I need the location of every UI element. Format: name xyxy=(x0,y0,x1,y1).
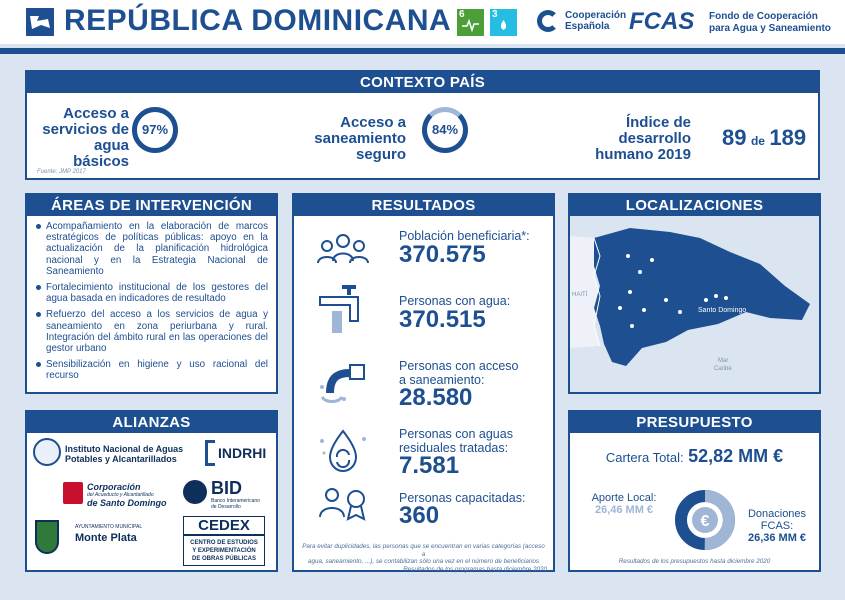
bid-sub-2: de Desarrollo xyxy=(211,504,241,510)
resultados-note xyxy=(300,543,547,573)
corporacion-name xyxy=(87,482,167,508)
idh-label-3: humano 2019 xyxy=(595,146,691,163)
idh-label xyxy=(583,115,691,163)
idh-rank-value: 89 xyxy=(722,125,747,150)
header-badge-icon xyxy=(26,8,54,36)
ods3-badge xyxy=(490,9,517,36)
agua-label-3: agua básicos xyxy=(73,137,129,170)
contexto-source: Fuente: JMP 2017 xyxy=(37,169,86,175)
idh-total: 189 xyxy=(769,125,807,150)
agua-label-2: servicios de xyxy=(42,121,129,138)
san-label-3: seguro xyxy=(355,146,406,163)
areas-list xyxy=(35,221,268,387)
localizaciones-panel xyxy=(568,193,821,394)
donaciones-label-2: FCAS: xyxy=(760,520,794,532)
agua-label-1: Acceso a xyxy=(63,105,129,122)
inapa-line-2: Potables y Alcantarillados xyxy=(65,454,177,464)
coop-line-2: Española xyxy=(565,21,610,32)
sewage-pipe-icon xyxy=(314,359,372,407)
header xyxy=(0,0,845,44)
presupuesto-note: Resultados de los presupuestos hasta diciembre 2020 xyxy=(618,558,771,565)
donaciones-label-1: Donaciones xyxy=(747,508,807,520)
water-tap-icon xyxy=(314,281,372,337)
indrhi-name: INDRHI xyxy=(218,445,267,461)
residuales-label xyxy=(399,427,513,455)
bid-name: BID xyxy=(211,478,242,498)
inapa-name xyxy=(65,444,183,464)
map-mar-label: Mar xyxy=(718,358,729,364)
water-drop-icon xyxy=(490,9,517,36)
resultados-note-1: Para evitar duplicidades, las personas que se encuentran en varias categorías (acceso a xyxy=(302,543,545,558)
ods6-badge xyxy=(457,9,484,36)
alianzas-title: ALIANZAS xyxy=(27,412,276,433)
alianzas-panel xyxy=(25,410,278,572)
water-recycle-icon xyxy=(314,427,372,475)
residuales-value: 7.581 xyxy=(399,452,460,479)
cedex-line-2: Y EXPERIMENTACIÓN xyxy=(192,548,256,554)
bid-mark-icon xyxy=(183,480,207,504)
aporte-local xyxy=(574,492,674,516)
localizaciones-title: LOCALIZACIONES xyxy=(570,195,819,216)
ods6-number: 6 xyxy=(459,9,465,20)
monte-plata-shield-icon xyxy=(35,520,59,554)
monte-plata-sub: AYUNTAMIENTO MUNICIPAL xyxy=(75,524,143,530)
san-label-1: Acceso a xyxy=(340,114,406,131)
areas-item-4: Sensibilización en higiene y uso racional del recurso xyxy=(35,359,268,381)
bid-subtitle xyxy=(211,498,260,510)
budget-donut xyxy=(674,489,736,551)
map-santo-domingo-label: Santo Domingo xyxy=(698,307,747,314)
cartera-value: 52,82 MM € xyxy=(688,446,784,466)
aporte-local-label: Aporte Local: xyxy=(591,492,657,504)
resultados-title: RESULTADOS xyxy=(294,195,553,216)
saneamiento-ring xyxy=(422,107,468,153)
capacitadas-label: Personas capacitadas: xyxy=(399,491,526,505)
bid-sub-1: Banco Interamericano xyxy=(211,498,260,504)
agua-value: 97% xyxy=(141,122,169,137)
contexto-panel xyxy=(25,70,820,180)
idh-label-2: desarrollo xyxy=(618,130,691,147)
page-title: REPÚBLICA DOMINICANA xyxy=(64,4,452,37)
presupuesto-panel xyxy=(568,410,821,572)
corporacion-seal-icon xyxy=(63,482,83,504)
contexto-title: CONTEXTO PAÍS xyxy=(27,72,818,93)
saneamiento-label xyxy=(399,359,519,387)
san-label-2: saneamiento xyxy=(314,130,406,147)
residuales-label-1: Personas con aguas xyxy=(399,427,513,441)
areas-title: ÁREAS DE INTERVENCIÓN xyxy=(27,195,276,216)
poblacion-value: 370.575 xyxy=(399,241,486,268)
aporte-local-value: 26,46 MM € xyxy=(594,504,654,516)
agua-value: 370.515 xyxy=(399,306,486,333)
map-dominican-republic xyxy=(570,216,819,392)
heartbeat-icon xyxy=(457,9,484,36)
map-haiti-label: HAITÍ xyxy=(572,292,588,298)
idh-label-1: Índice de xyxy=(625,114,691,131)
agua-label xyxy=(39,106,129,170)
idh-rank xyxy=(722,125,806,151)
cooperacion-logo-icon xyxy=(537,10,559,32)
cartera-label: Cartera Total: xyxy=(605,450,684,465)
areas-item-2: Fortalecimiento institucional de los gestores del agua basada en indicadores de resultado xyxy=(35,282,268,304)
people-group-icon xyxy=(314,229,372,273)
resultados-note-2: agua, saneamiento, ...), se contabilizan sólo una vez en el número de beneficiarios xyxy=(307,558,540,565)
saneamiento-label-2: a saneamiento: xyxy=(399,373,485,387)
coop-line-1: Cooperación xyxy=(565,10,627,21)
cedex-name: CEDEX xyxy=(184,517,264,536)
saneamiento-label xyxy=(310,115,406,163)
donaciones-value: 26,36 MM € xyxy=(747,532,807,544)
saneamiento-value: 84% xyxy=(431,122,459,137)
cedex-line-3: DE OBRAS PÚBLICAS xyxy=(191,556,256,562)
cedex-line-1: CENTRO DE ESTUDIOS xyxy=(190,540,258,546)
monte-plata-name: Monte Plata xyxy=(75,532,137,544)
fcas-line-2: para Agua y Saneamiento xyxy=(709,23,831,34)
indrhi-mark-icon xyxy=(205,440,215,466)
fcas-line-1: Fondo de Cooperación xyxy=(709,11,818,22)
resultados-panel xyxy=(292,193,555,572)
areas-panel xyxy=(25,193,278,394)
corp-line-3: de Santo Domingo xyxy=(87,498,167,508)
corp-line-2: del Acueducto y Alcantarillado xyxy=(87,492,154,498)
fcas-fullname xyxy=(709,11,831,35)
idh-de: de xyxy=(750,134,765,148)
inapa-line-1: Instituto Nacional de Aguas xyxy=(65,444,184,454)
saneamiento-value: 28.580 xyxy=(399,384,473,411)
fcas-wordmark: FCAS xyxy=(629,8,695,35)
areas-item-3: Refuerzo del acceso a los servicios de agua y saneamiento en zona periurbana y rural. Integración del ámbito rural en las operaciones del gestor urbano xyxy=(35,309,268,354)
inapa-seal-icon xyxy=(33,438,61,466)
residuales-label-2: residuales tratadas: xyxy=(399,441,509,455)
areas-item-1: Acompañamiento en la elaboración de marcos estratégicos de políticas públicas: apoyo en la actualización de la planificación hidrológica nacional y en la Estrategia Nacional de Saneamiento xyxy=(35,221,268,277)
cooperacion-espanola-logo xyxy=(537,10,626,32)
corp-line-1: Corporación xyxy=(87,482,141,492)
poblacion-label: Población beneficiaria*: xyxy=(399,229,530,243)
cedex-logo xyxy=(183,516,265,566)
saneamiento-label-1: Personas con acceso xyxy=(399,359,519,373)
euro-icon: € xyxy=(700,513,710,530)
ods3-number: 3 xyxy=(492,9,498,20)
agua-label: Personas con agua: xyxy=(399,294,511,308)
cartera-total xyxy=(570,446,819,467)
header-rule xyxy=(0,48,845,54)
training-award-icon xyxy=(314,483,372,529)
dominican-land xyxy=(594,228,810,366)
donaciones-fcas xyxy=(736,508,818,544)
map-caribe-label: Caribe xyxy=(714,366,732,372)
capacitadas-value: 360 xyxy=(399,502,440,529)
agua-ring xyxy=(132,107,178,153)
presupuesto-title: PRESUPUESTO xyxy=(570,412,819,433)
resultados-note-3: Resultados de los programas hasta diciembre 2020 xyxy=(403,565,547,573)
